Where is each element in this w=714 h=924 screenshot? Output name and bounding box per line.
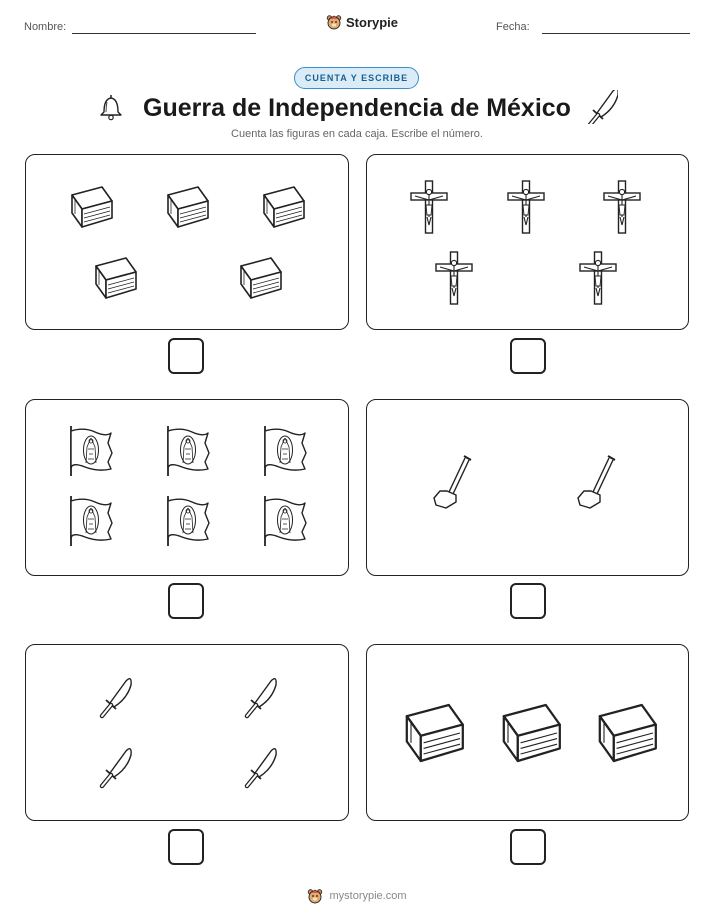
name-field[interactable] (72, 33, 256, 34)
footer (0, 888, 714, 904)
count-panel-2 (366, 154, 689, 330)
crucifix-icon (604, 181, 640, 233)
machete-icon (247, 749, 276, 786)
answer-box-2[interactable] (510, 338, 546, 374)
brand-logo (326, 14, 398, 30)
crucifix-icon (508, 181, 544, 233)
book-icon (407, 705, 463, 761)
crucifix-icon (411, 181, 447, 233)
answer-box-3[interactable] (168, 583, 204, 619)
guadalupe-banner-icon (265, 426, 306, 476)
activity-badge: CUENTA Y ESCRIBE (294, 67, 419, 89)
count-panel-3 (25, 399, 349, 576)
crucifix-icon (436, 252, 472, 304)
guadalupe-banner-icon (71, 426, 112, 476)
answer-box-6[interactable] (510, 829, 546, 865)
book-icon (264, 187, 304, 227)
answer-box-4[interactable] (510, 583, 546, 619)
shovel-icon (578, 456, 615, 508)
count-panel-5 (25, 644, 349, 821)
instructions: Cuenta las figuras en cada caja. Escribe el número. (231, 128, 483, 140)
date-label: Fecha: (496, 21, 530, 33)
page-title: Guerra de Independencia de México (143, 93, 571, 122)
bear-mascot-icon (326, 14, 342, 30)
crucifix-icon (580, 252, 616, 304)
guadalupe-banner-icon (71, 496, 112, 546)
brand-name: Storypie (346, 14, 399, 30)
book-icon (168, 187, 208, 227)
guadalupe-banner-icon (168, 426, 209, 476)
guadalupe-banner-icon (265, 496, 306, 546)
machete-icon (102, 679, 131, 716)
date-field[interactable] (542, 33, 690, 34)
count-panel-4 (366, 399, 689, 576)
count-panel-6 (366, 644, 689, 821)
footer-site[interactable]: mystorypie.com (329, 890, 407, 902)
book-icon (72, 187, 112, 227)
book-icon (600, 705, 656, 761)
bear-mascot-icon (307, 888, 323, 904)
answer-box-5[interactable] (168, 829, 204, 865)
name-label: Nombre: (24, 21, 67, 33)
shovel-icon (434, 456, 471, 508)
answer-box-1[interactable] (168, 338, 204, 374)
machete-icon (247, 679, 276, 716)
guadalupe-banner-icon (168, 496, 209, 546)
machete-icon (102, 749, 131, 786)
book-icon (96, 258, 136, 298)
book-icon (504, 705, 560, 761)
count-panel-1 (25, 154, 349, 330)
book-icon (241, 258, 281, 298)
machete-icon (588, 90, 618, 124)
